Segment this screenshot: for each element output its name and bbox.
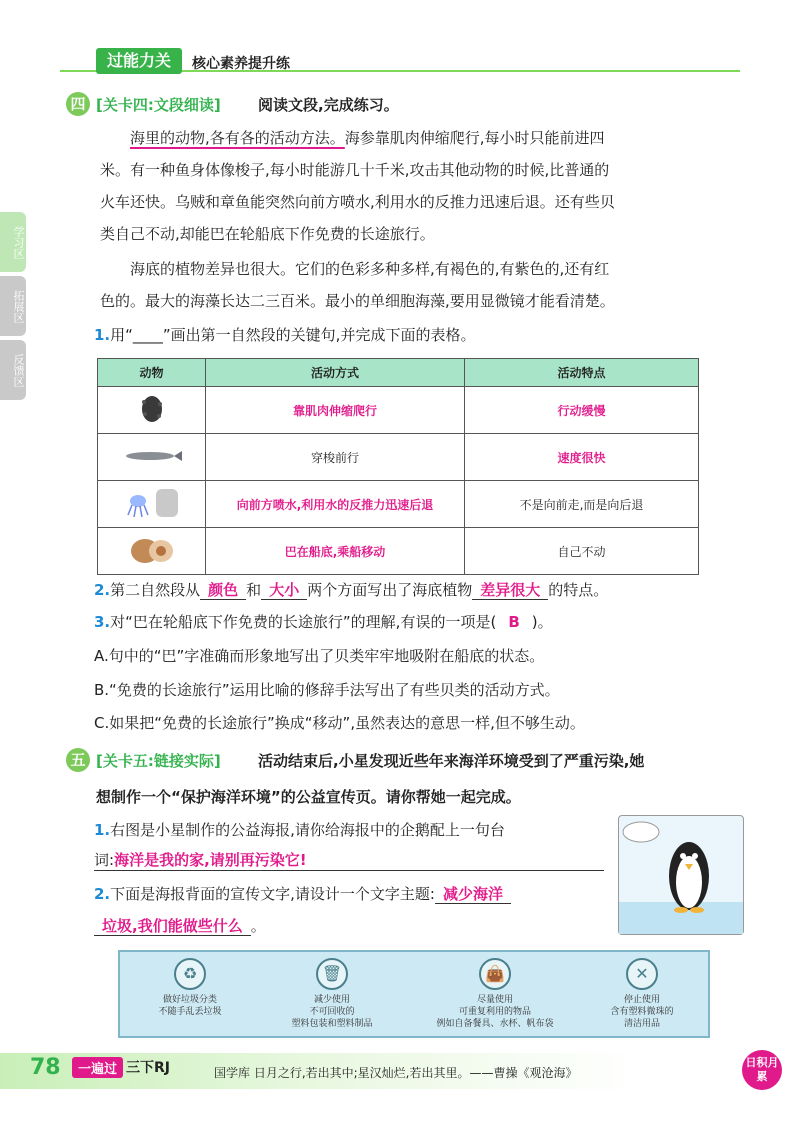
- s5-question-2-cont: [94, 916, 266, 936]
- question-text: 第二自然段从: [110, 581, 201, 599]
- strip-item: [420, 958, 570, 1030]
- header-tag: 过能力关: [96, 48, 182, 74]
- section4-badge: 四: [66, 92, 90, 116]
- option-a: A.句中的“巴”字准确而形象地写出了贝类牢牢地吸附在船底的状态。: [94, 647, 545, 665]
- question-text: 和: [246, 581, 262, 599]
- section4-instruction: 阅读文段,完成练习。: [258, 96, 399, 114]
- shellfish-icon: [98, 528, 206, 575]
- table-cell-feature: 行动缓慢: [465, 387, 699, 434]
- question-text: 的特点。: [548, 581, 609, 599]
- answer-blank: 颜色: [200, 581, 246, 600]
- answer-blank: 大小: [261, 581, 307, 600]
- option-c: C.如果把“免费的长途旅行”换成“移动”,虽然表达的意思一样,但不够生动。: [94, 714, 585, 732]
- question-text: 。: [250, 917, 266, 935]
- table-row: [98, 528, 699, 575]
- s5-question-1: [94, 820, 505, 840]
- penguin-poster: [618, 815, 744, 935]
- question-text: 下面是海报背面的宣传文字,请设计一个文字主题:: [110, 885, 435, 903]
- section5-badge: 五: [66, 748, 90, 772]
- passage-line-6: 色的。最大的海藻长达二三百米。最小的单细胞海藻,要用显微镜才能看清楚。: [100, 292, 615, 310]
- brand-logo: 一遍过: [72, 1057, 123, 1078]
- table-header: 活动特点: [465, 359, 699, 387]
- option-b: B.“免费的长途旅行”运用比喻的修辞手法写出了有些贝类的活动方式。: [94, 681, 560, 699]
- question-text: 用“____”画出第一自然段的关键句,并完成下面的表格。: [110, 326, 476, 344]
- penguin-icon: [619, 816, 743, 934]
- table-cell-feature: 不是向前走,而是向后退: [465, 481, 699, 528]
- section5-tag: [关卡五:链接实际]: [96, 752, 221, 770]
- section5-text-1: 活动结束后,小星发现近些年来海洋环境受到了严重污染,她: [258, 752, 645, 770]
- question-number: 3.: [94, 613, 111, 631]
- passage-line-3: 火车还快。乌贼和章鱼能突然向前方喷水,利用水的反推力迅速后退。还有些贝: [100, 193, 615, 211]
- passage-line-5: 海底的植物差异也很大。它们的色彩多种多样,有褐色的,有紫色的,还有红: [130, 260, 610, 278]
- penguin-line-answer: 海洋是我的家,请别再污染它!: [114, 851, 307, 869]
- table-header: 活动方式: [206, 359, 465, 387]
- s5-question-1-answer-line: [94, 850, 604, 871]
- question-number: 2.: [94, 581, 111, 599]
- strip-text: 停止使用 含有塑料微珠的 清洁用品: [610, 995, 674, 1029]
- table-cell-feature: 速度很快: [465, 434, 699, 481]
- sea-cucumber-icon: [98, 387, 206, 434]
- daily-badge: 日积月累: [742, 1050, 782, 1090]
- answer-blank: 减少海洋: [435, 885, 511, 904]
- bag-icon: 👜: [479, 958, 511, 990]
- strip-item: [272, 958, 392, 1030]
- strip-text: 减少使用 不可回收的 塑料包装和塑料制品: [291, 995, 373, 1029]
- table-cell-way: 巴在船底,乘船移动: [206, 528, 465, 575]
- question-text: 两个方面写出了海底植物: [307, 581, 473, 599]
- question-3: [94, 612, 553, 632]
- answer-choice: B: [508, 613, 520, 631]
- passage-line-1: [130, 128, 605, 148]
- passage-text: 海参靠肌肉伸缩爬行,每小时只能前进四: [344, 129, 605, 147]
- header-subtitle: 核心素养提升练: [192, 56, 290, 72]
- activity-table: [97, 358, 699, 575]
- question-text: )。: [531, 613, 553, 631]
- table-cell-way: 靠肌肉伸缩爬行: [206, 387, 465, 434]
- table-cell-feature: 自己不动: [465, 528, 699, 575]
- table-header: 动物: [98, 359, 206, 387]
- section4-tag: [关卡四:文段细读]: [96, 96, 221, 114]
- strip-text: 尽量使用 可重复利用的物品 例如自备餐具、水杯、帆布袋: [436, 995, 554, 1029]
- strip-item: [582, 958, 702, 1030]
- key-sentence: 海里的动物,各有各的活动方法。: [130, 129, 345, 147]
- table-cell-way: 穿梭前行: [206, 434, 465, 481]
- passage-line-2: 米。有一种鱼身体像梭子,每小时能游几十千米,攻击其他动物的时候,比普通的: [100, 161, 610, 179]
- passage-line-4: 类自己不动,却能巴在轮船底下作免费的长途旅行。: [100, 225, 435, 243]
- table-row: [98, 387, 699, 434]
- bin-icon: 🗑: [316, 958, 348, 990]
- footer-quote: 国学库 日月之行,若出其中;星汉灿烂,若出其里。——曹操《观沧海》: [214, 1066, 578, 1080]
- question-text: 对“巴在轮船底下作免费的长途旅行”的理解,有误的一项是(: [110, 613, 497, 631]
- grade-label: 三下RJ: [126, 1060, 170, 1076]
- fish-icon: ✕: [626, 958, 658, 990]
- side-tab-feedback: 反馈区: [0, 340, 26, 400]
- answer-blank: 差异很大: [472, 581, 548, 600]
- answer-blank: 垃圾,我们能做些什么: [94, 917, 251, 936]
- side-tab-extend: 拓展区: [0, 276, 26, 336]
- question-number: 2.: [94, 885, 111, 903]
- squid-octopus-icon: [98, 481, 206, 528]
- question-1: [94, 325, 475, 345]
- question-text: 词:: [94, 851, 115, 869]
- side-tab-study: 学习区: [0, 212, 26, 272]
- question-2: [94, 580, 608, 600]
- table-row: [98, 434, 699, 481]
- question-text: 右图是小星制作的公益海报,请你给海报中的企鹅配上一句台: [110, 821, 505, 839]
- s5-question-2: [94, 884, 511, 904]
- fish-icon: [98, 434, 206, 481]
- table-row: [98, 481, 699, 528]
- question-number: 1.: [94, 821, 111, 839]
- strip-item: [130, 958, 250, 1018]
- question-number: 1.: [94, 326, 111, 344]
- strip-text: 做好垃圾分类 不随手乱丢垃圾: [158, 995, 222, 1017]
- table-cell-way: 向前方喷水,利用水的反推力迅速后退: [206, 481, 465, 528]
- poster-back-strip: [118, 950, 710, 1038]
- trash-icon: ♻: [174, 958, 206, 990]
- section5-text-2: 想制作一个“保护海洋环境”的公益宣传页。请你帮她一起完成。: [96, 788, 521, 806]
- table-header-row: [98, 359, 699, 387]
- page-number: 78: [30, 1055, 61, 1080]
